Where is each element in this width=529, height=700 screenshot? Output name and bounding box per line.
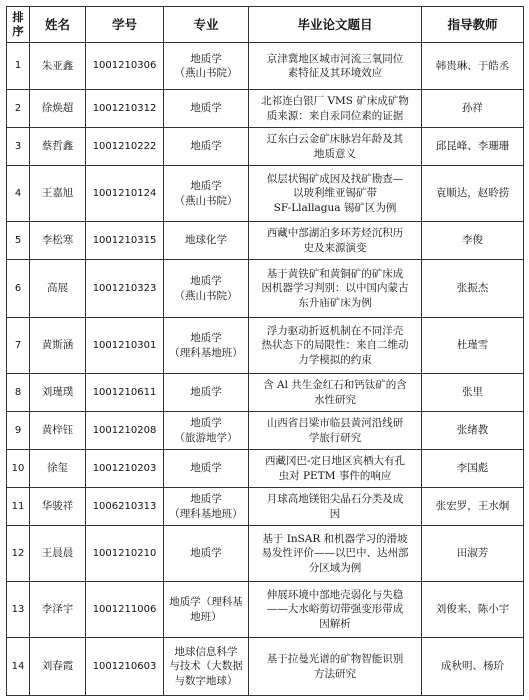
rank-cell: 6	[7, 260, 30, 318]
major-cell-line: 地质学	[190, 332, 222, 345]
student-id-cell: 1001210203	[86, 450, 164, 488]
thesis-title-cell-line: 分区域为例	[308, 561, 362, 574]
thesis-title-cell	[249, 222, 422, 260]
major-cell	[164, 450, 249, 488]
thesis-title-cell-line: 易发性评价——以巴中、达州部	[261, 547, 409, 560]
thesis-title-cell	[249, 260, 422, 318]
table-row	[7, 43, 524, 90]
student-id-cell: 1001210124	[86, 166, 164, 222]
thesis-title-cell	[249, 318, 422, 374]
table-row	[7, 128, 524, 166]
thesis-title-cell	[249, 412, 422, 450]
major-cell-line: 地球化学	[185, 234, 227, 247]
thesis-title-cell-line: 含 Al 共生金红石和钙钛矿的含	[263, 379, 407, 392]
major-cell-line: 地质学（理科基	[169, 596, 243, 609]
major-cell-line: 地质学	[190, 493, 222, 506]
thesis-title-cell-line: 西藏冈巴-定日地区宾栖大有孔	[264, 455, 406, 468]
name-cell: 黄斯涵	[30, 318, 86, 374]
major-cell-line: 地质学	[190, 386, 222, 399]
name-cell: 李松寒	[30, 222, 86, 260]
advisor-cell: 杜瑾雪	[422, 318, 524, 374]
student-id-cell: 1001210222	[86, 128, 164, 166]
thesis-title-cell	[249, 488, 422, 526]
student-id-cell: 1006210313	[86, 488, 164, 526]
advisor-cell: 田淑芳	[422, 526, 524, 582]
rank-cell: 9	[7, 412, 30, 450]
table-row	[7, 638, 524, 696]
name-cell: 李泽宇	[30, 582, 86, 638]
table-row	[7, 318, 524, 374]
rank-cell: 1	[7, 43, 30, 90]
advisor-cell: 孙祥	[422, 90, 524, 128]
advisor-cell: 成秋明、杨玠	[422, 638, 524, 696]
thesis-title-cell-line: 力学模拟的约束	[298, 353, 372, 366]
major-cell	[164, 260, 249, 318]
major-cell-line: （理科基地班）	[169, 346, 243, 359]
thesis-title-cell-line: 水性研究	[314, 393, 356, 406]
student-id-cell: 1001210208	[86, 412, 164, 450]
table-row	[7, 260, 524, 318]
header-student-id: 学号	[86, 7, 164, 43]
thesis-title-cell-line: 素特征及其环境效应	[287, 67, 383, 79]
table-row	[7, 412, 524, 450]
thesis-title-cell-line: 辽东白云金矿床脉岩年龄及其	[266, 133, 404, 146]
major-cell-line: 地质学	[190, 417, 222, 430]
thesis-title-cell	[249, 128, 422, 166]
major-cell	[164, 90, 249, 128]
advisor-cell: 袁顺达，赵聆捞	[422, 166, 524, 222]
thesis-title-cell-line: 伸展环境中部地壳弱化与失稳	[266, 589, 404, 602]
major-cell-line: （燕山书院）	[174, 289, 238, 302]
major-cell-line: 地质学	[190, 52, 222, 65]
thesis-title-cell	[249, 90, 422, 128]
rank-cell: 4	[7, 166, 30, 222]
thesis-title-cell-line: 质来源：来自汞同位素的证据	[266, 109, 404, 122]
name-cell: 王嘉旭	[30, 166, 86, 222]
major-cell-line: 地质学	[190, 462, 222, 475]
thesis-title-cell-line: 山西省吕梁市临县黄河沿线研	[266, 417, 404, 430]
major-cell	[164, 166, 249, 222]
major-cell	[164, 222, 249, 260]
thesis-title-cell-line: 因机器学习判别：以中国内蒙古	[261, 282, 409, 295]
table-row	[7, 374, 524, 412]
advisor-cell: 邱昆峰、李珊珊	[422, 128, 524, 166]
major-cell	[164, 128, 249, 166]
thesis-title-cell-line: 基于黄铁矿和黄铜矿的矿床成	[266, 268, 404, 281]
advisor-cell: 张绪教	[422, 412, 524, 450]
major-cell-line: 地质学	[190, 180, 222, 193]
thesis-title-cell-line: 以玻利维亚锡矿带	[293, 187, 377, 200]
thesis-title-cell	[249, 450, 422, 488]
major-cell-line: 地球信息科学	[174, 646, 238, 659]
thesis-title-cell-line: 地质意义	[314, 147, 356, 160]
student-id-cell: 1001211006	[86, 582, 164, 638]
student-id-cell: 1001210301	[86, 318, 164, 374]
thesis-title-cell-line: ——大水峪剪切带强变形带成	[266, 603, 404, 616]
major-cell	[164, 43, 249, 90]
graduation-thesis-table	[6, 6, 524, 696]
thesis-title-cell-line: 浮力驱动折返机制在不同洋壳	[266, 325, 404, 338]
name-cell: 黄梓钰	[30, 412, 86, 450]
thesis-title-cell-line: 月球高地镁铝尖晶石分类及成	[266, 493, 404, 506]
major-cell-line: 与技术（大数据	[169, 660, 243, 673]
table-row	[7, 526, 524, 582]
thesis-title-cell-line: 虫对 PETM 事件的响应	[278, 469, 392, 482]
rank-cell: 12	[7, 526, 30, 582]
name-cell: 徐玺	[30, 450, 86, 488]
thesis-title-cell-line: 西藏中部湖泊多环芳烃沉积历	[266, 227, 404, 240]
student-id-cell: 1001210611	[86, 374, 164, 412]
major-cell	[164, 412, 249, 450]
name-cell: 蔡哲鑫	[30, 128, 86, 166]
table-row	[7, 222, 524, 260]
table-row	[7, 488, 524, 526]
major-cell	[164, 638, 249, 696]
major-cell	[164, 488, 249, 526]
thesis-title-cell	[249, 638, 422, 696]
advisor-cell: 李俊	[422, 222, 524, 260]
major-cell-line: 地质学	[190, 547, 222, 560]
table-row	[7, 582, 524, 638]
major-cell-line: （旅游地学）	[174, 431, 238, 444]
major-cell-line: （理科基地班）	[169, 507, 243, 520]
table-row	[7, 166, 524, 222]
thesis-title-cell	[249, 166, 422, 222]
thesis-title-cell-line: 基于 InSAR 和机器学习的滑坡	[262, 533, 408, 546]
header-rank: 排序	[7, 7, 30, 43]
major-cell	[164, 526, 249, 582]
student-id-cell: 1001210323	[86, 260, 164, 318]
header-thesis-title: 毕业论文题目	[249, 7, 422, 43]
rank-cell: 3	[7, 128, 30, 166]
student-id-cell: 1001210312	[86, 90, 164, 128]
major-cell	[164, 318, 249, 374]
thesis-title-cell-line: 北祁连白银厂 VMS 矿床成矿物	[261, 95, 409, 108]
thesis-title-cell-line: 史及来源演变	[303, 241, 367, 254]
major-cell-line: （燕山书院）	[174, 194, 238, 207]
major-cell-line: （燕山书院）	[174, 67, 238, 79]
major-cell-line: 地质学	[190, 275, 222, 288]
thesis-title-cell-line: 基于拉曼光谱的矿物智能识别	[266, 653, 404, 666]
thesis-title-cell	[249, 582, 422, 638]
rank-cell: 8	[7, 374, 30, 412]
rank-cell: 10	[7, 450, 30, 488]
thesis-title-cell	[249, 43, 422, 90]
student-id-cell: 1001210306	[86, 43, 164, 90]
header-major: 专业	[164, 7, 249, 43]
rank-cell: 7	[7, 318, 30, 374]
advisor-cell: 张宏罗，王水炯	[422, 488, 524, 526]
table-row	[7, 450, 524, 488]
header-row	[7, 7, 524, 43]
name-cell: 徐焕超	[30, 90, 86, 128]
name-cell: 华骏祥	[30, 488, 86, 526]
thesis-title-cell	[249, 526, 422, 582]
major-cell-line: 与数字地球）	[174, 674, 238, 687]
name-cell: 朱亚鑫	[30, 43, 86, 90]
thesis-title-cell-line: 方法研究	[314, 667, 356, 680]
major-cell-line: 地质学	[190, 140, 222, 153]
major-cell	[164, 374, 249, 412]
header-name: 姓名	[30, 7, 86, 43]
student-id-cell: 1001210603	[86, 638, 164, 696]
thesis-title-cell-line: 东升庙矿床为例	[298, 296, 372, 309]
rank-cell: 5	[7, 222, 30, 260]
advisor-cell: 李国彪	[422, 450, 524, 488]
advisor-cell: 刘俊来、陈小宇	[422, 582, 524, 638]
rank-cell: 13	[7, 582, 30, 638]
student-id-cell: 1001210315	[86, 222, 164, 260]
thesis-title-cell-line: 因解析	[319, 617, 351, 630]
thesis-title-cell-line: 似层状锡矿成因及找矿勘查—	[266, 173, 404, 186]
advisor-cell: 张里	[422, 374, 524, 412]
student-id-cell: 1001210210	[86, 526, 164, 582]
rank-cell: 11	[7, 488, 30, 526]
thesis-title-cell-line: 热状态下的局限性：来自二维动	[261, 339, 409, 352]
thesis-title-cell-line: 学旅行研究	[308, 431, 362, 444]
rank-cell: 2	[7, 90, 30, 128]
major-cell-line: 地质学	[190, 102, 222, 115]
advisor-cell: 张振杰	[422, 260, 524, 318]
header-advisor: 指导教师	[422, 7, 524, 43]
thesis-title-cell-line: 因	[329, 507, 341, 520]
thesis-title-cell-line: 京津冀地区城市河流三氧同位	[266, 52, 404, 65]
name-cell: 刘瑾璞	[30, 374, 86, 412]
advisor-cell: 韩贵琳、于皓丞	[422, 43, 524, 90]
thesis-title-cell-line: SF-Llallagua 锡矿区为例	[273, 201, 397, 214]
table-row	[7, 90, 524, 128]
major-cell	[164, 582, 249, 638]
thesis-title-cell	[249, 374, 422, 412]
name-cell: 刘春霞	[30, 638, 86, 696]
name-cell: 王晨晨	[30, 526, 86, 582]
name-cell: 高展	[30, 260, 86, 318]
major-cell-line: 地班）	[190, 610, 222, 623]
rank-cell: 14	[7, 638, 30, 696]
